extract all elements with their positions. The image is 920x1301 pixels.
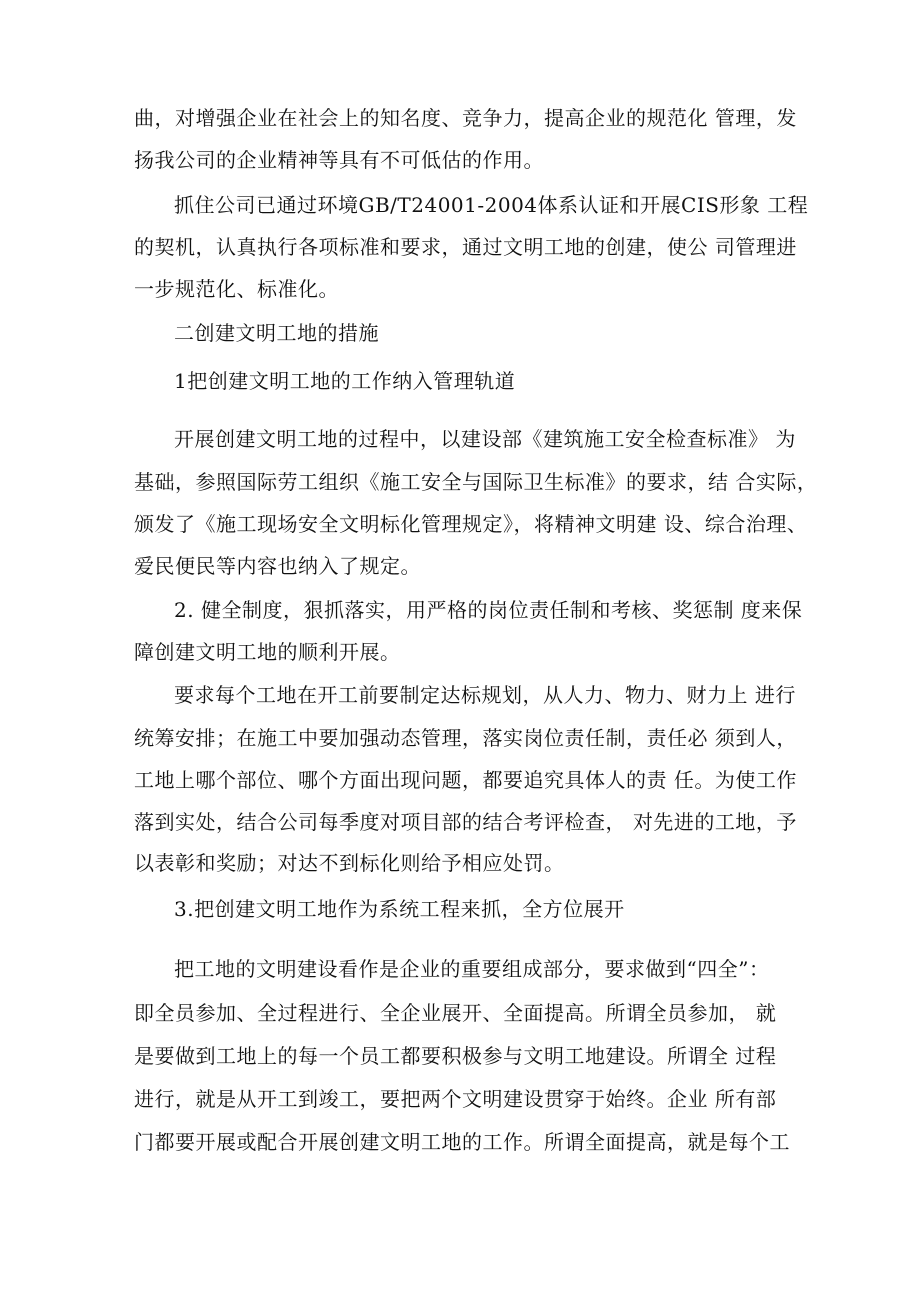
text-line-5: 一步规范化、标准化。 <box>134 277 339 301</box>
text-line-4: 的契机，认真执行各项标准和要求，通过文明工地的创建，使公 司管理进 <box>134 235 797 259</box>
text-line-16: 以表彰和奖励；对达不到标化则给予相应处罚。 <box>134 851 565 875</box>
text-line-13: 统筹安排；在施工中要加强动态管理，落实岗位责任制，责任必 须到人， <box>134 726 797 750</box>
section-heading-2: 二创建文明工地的措施 <box>174 321 379 345</box>
subsection-heading-3: 3.把创建文明工地作为系统工程来抓，全方位展开 <box>174 897 625 921</box>
text-line-11: 障创建文明工地的顺利开展。 <box>134 640 401 664</box>
text-line-15: 落到实处，结合公司每季度对项目部的结合考评检查， 对先进的工地，予 <box>134 810 797 834</box>
text-line-17: 把工地的文明建设看作是企业的重要组成部分，要求做到“四全”： <box>174 957 770 981</box>
text-line-8: 颁发了《施工现场安全文明标化管理规定》，将精神文明建 设、综合治理、 <box>134 512 808 536</box>
text-line-20: 进行，就是从开工到竣工，要把两个文明建设贯穿于始终。企业 所有部 <box>134 1087 777 1111</box>
text-line-14: 工地上哪个部位、哪个方面出现问题，都要追究具体人的责 任。为使工作 <box>134 768 797 792</box>
text-line-3: 抓住公司已通过环境GB/T24001-2004体系认证和开展CIS形象 工程 <box>174 193 809 217</box>
text-line-6: 开展创建文明工地的过程中，以建设部《建筑施工安全检查标准》 为 <box>174 427 796 451</box>
text-line-9: 爱民便民等内容也纳入了规定。 <box>134 554 421 578</box>
text-line-7: 基础，参照国际劳工组织《施工安全与国际卫生标准》的要求，结 合实际， <box>134 470 818 494</box>
text-line-18: 即全员参加、全过程进行、全企业展开、全面提高。所谓全员参加， 就 <box>134 1001 777 1025</box>
text-line-1: 曲，对增强企业在社会上的知名度、竞争力，提高企业的规范化 管理，发 <box>134 106 797 130</box>
text-line-10: 2. 健全制度，狠抓落实，用严格的岗位责任制和考核、奖惩制 度来保 <box>174 598 803 622</box>
subsection-heading-1: 1把创建文明工地的工作纳入管理轨道 <box>174 369 516 393</box>
text-line-12: 要求每个工地在开工前要制定达标规划，从人力、物力、财力上 进行 <box>174 683 796 707</box>
text-line-19: 是要做到工地上的每一个员工都要积极参与文明工地建设。所谓全 过程 <box>134 1044 777 1068</box>
text-line-21: 门都要开展或配合开展创建文明工地的工作。所谓全面提高，就是每个工 <box>134 1130 790 1154</box>
text-line-2: 扬我公司的企业精神等具有不可低估的作用。 <box>134 148 544 172</box>
